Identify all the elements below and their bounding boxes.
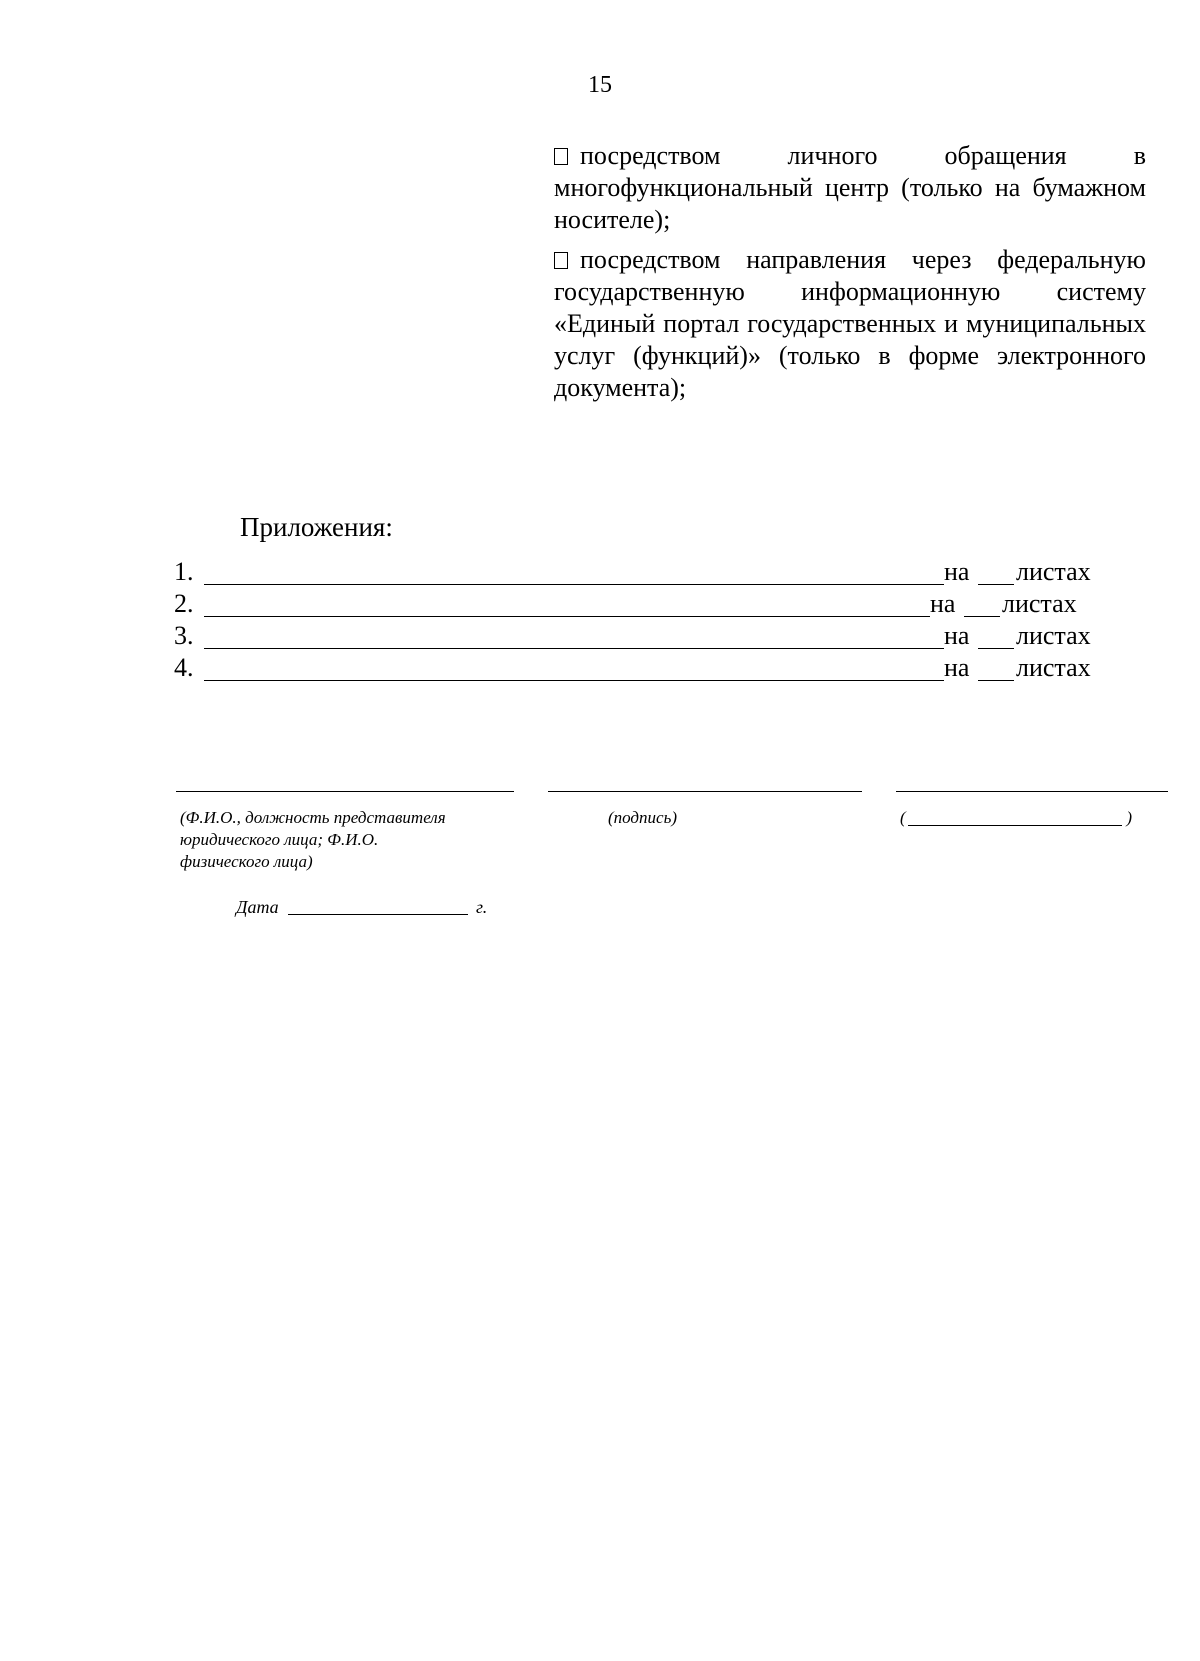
- paren-open: (: [900, 808, 906, 827]
- attachments-title: Приложения:: [240, 512, 393, 542]
- delivery-option-portal-text: посредством направления через федеральную государственную информационную систему «Единый портал государственных и муниципальных услуг (функций)» (только в форме электронного документа);: [554, 245, 1146, 402]
- attachment-name-field[interactable]: [204, 556, 944, 585]
- date-field[interactable]: [288, 914, 468, 915]
- attachment-sheets-label: листах: [1016, 653, 1091, 682]
- date-suffix: г.: [476, 897, 488, 917]
- name-position-caption-line-3: физического лица): [180, 852, 313, 871]
- delivery-option-mfc-text: посредством личного обращения в многофункциональный центр (только на бумажном носителе);: [554, 141, 1146, 234]
- paren-close: ): [1126, 808, 1132, 827]
- signature-field[interactable]: [548, 791, 862, 792]
- date-label: Дата: [236, 897, 279, 917]
- attachment-sheets-count-field[interactable]: [964, 588, 1000, 617]
- attachment-on-label: на: [944, 557, 970, 586]
- attachment-on-label: на: [944, 653, 970, 682]
- attachment-name-field[interactable]: [204, 620, 944, 649]
- checkbox-mfc[interactable]: [554, 148, 568, 165]
- date-line: [236, 896, 488, 918]
- attachment-row-number: 2.: [174, 589, 194, 618]
- attachment-on-label: на: [930, 589, 956, 618]
- attachment-on-label: на: [944, 621, 970, 650]
- attachment-sheets-count-field[interactable]: [978, 652, 1014, 681]
- transcript-field[interactable]: [896, 791, 1168, 792]
- attachment-row-number: 4.: [174, 653, 194, 682]
- delivery-option-portal: [554, 244, 1146, 404]
- signature-caption: (подпись): [608, 808, 677, 827]
- attachment-row-number: 3.: [174, 621, 194, 650]
- delivery-option-mfc: [554, 140, 1146, 236]
- attachment-name-field[interactable]: [204, 652, 944, 681]
- name-position-caption-line-2: юридического лица; Ф.И.О.: [180, 830, 379, 849]
- name-position-caption-line-1: (Ф.И.О., должность представителя: [180, 808, 446, 827]
- transcript-underline[interactable]: [908, 825, 1122, 826]
- attachment-sheets-count-field[interactable]: [978, 620, 1014, 649]
- name-position-field[interactable]: [176, 791, 514, 792]
- attachment-sheets-count-field[interactable]: [978, 556, 1014, 585]
- name-position-caption: [180, 807, 446, 873]
- attachment-sheets-label: листах: [1016, 557, 1091, 586]
- checkbox-portal[interactable]: [554, 252, 568, 269]
- attachment-sheets-label: листах: [1002, 589, 1077, 618]
- page-number: 15: [588, 72, 612, 98]
- attachment-row-number: 1.: [174, 557, 194, 586]
- attachment-name-field[interactable]: [204, 588, 930, 617]
- attachment-sheets-label: листах: [1016, 621, 1091, 650]
